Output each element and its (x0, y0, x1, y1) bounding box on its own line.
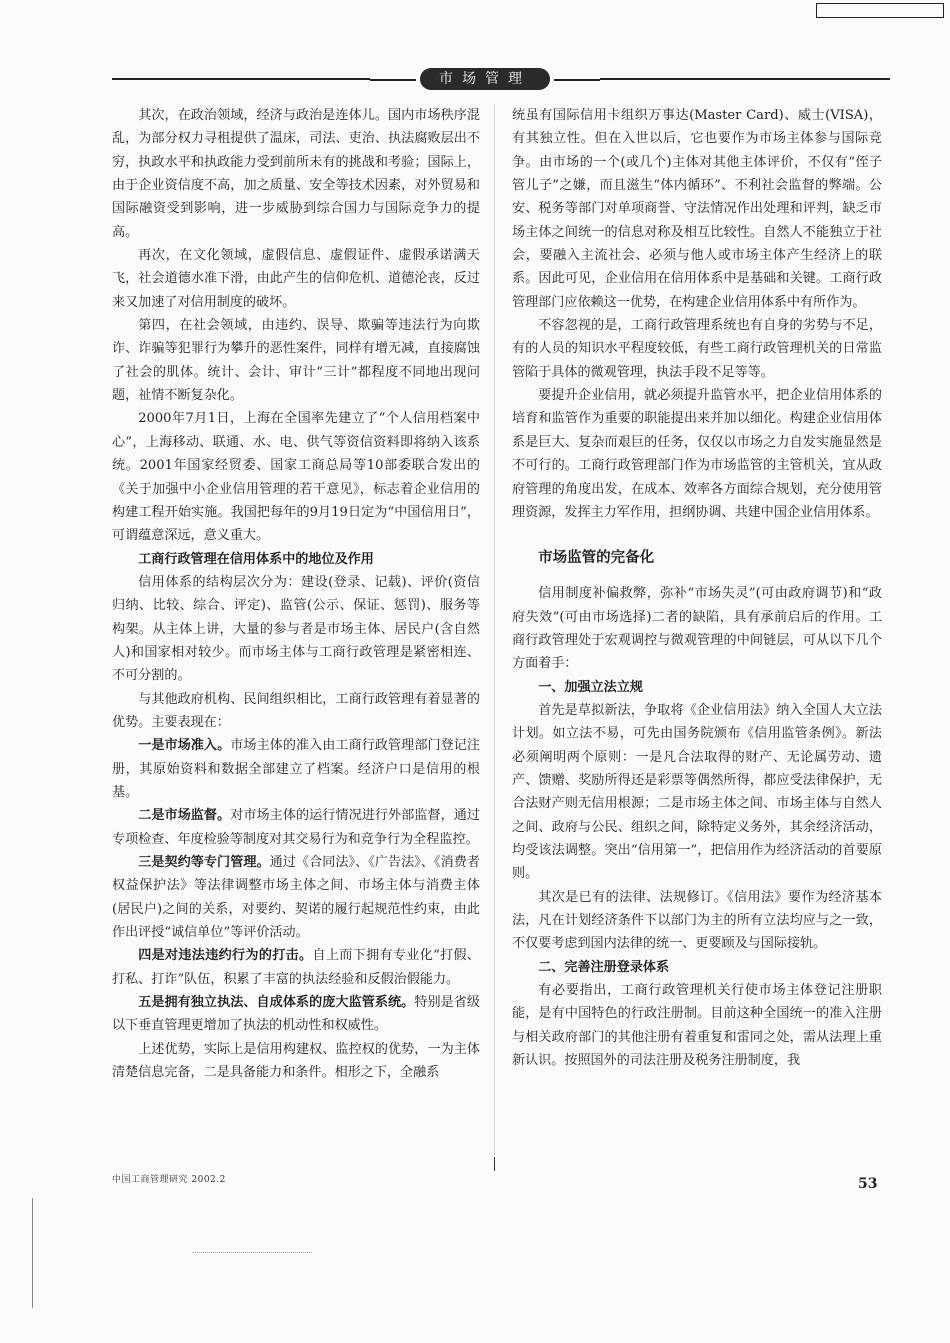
paragraph (112, 851, 480, 944)
left-column (112, 104, 480, 1084)
lead-phrase: 二是市场监督。 (138, 808, 231, 824)
paragraph: 2000年7月1日，上海在全国率先建立了“个人信用档案中心”，上海移动、联通、水、电、供气等资信资料即将纳入该系统。2001年国家经贸委、国家工商总局等10部委联合发出的《关于加强中小企业信用管理的若干意见》，标志着企业信用的构建工程开始实施。我国把每年的9月19日定为“中国信用日”，可谓蕴意深远，意义重大。 (112, 411, 480, 544)
paragraph: 上述优势，实际上是信用构建权、监控权的优势，一为主体清楚信息完备，二是具备能力和条件。相形之下，全融系 (112, 1041, 480, 1081)
journal-name: 中国工商管理研究 2002.2 (112, 1175, 226, 1185)
paragraph: 不容忽视的是，工商行政管理系统也有自身的劣势与不足，有的人员的知识水平程度较低，有些工商行政管理机关的日常监管陷于具体的微观管理，执法手段不足等等。 (512, 318, 882, 380)
ornament-right-line (554, 79, 600, 81)
paragraph: 统虽有国际信用卡组织万事达(Master Card)、威士(VISA)，有其独立性。但在入世以后，它也要作为市场主体参与国际竞争。由市场的一个(或几个)主体对其他主体评价，不仅有“侄子管儿子”之嫌，而且滋生“体内循环”、不利社会监督的弊端。公安、税务等部门对单项商誉、守法情况作出处理和评判，缺乏市场主体之间统一的信息对称及相互比较性。自然人不能独立于社会，要融入主流社会、必须与他人或市场主体产生经济上的联系。因此可见，企业信用在信用体系中是基础和关键。工商行政管理部门应依赖这一优势，在构建企业信用体系中有所作为。 (512, 108, 882, 310)
paragraph-text: 特别是省级以下垂直管理更增加了执法的机动性和权威性。 (112, 995, 481, 1034)
paragraph (112, 804, 480, 851)
section-header (112, 64, 890, 94)
paragraph: 首先是草拟新法，争取将《企业信用法》纳入全国人大立法计划。如立法不易，可先由国务院颁布《信用监管条例》。新法必须阐明两个原则：一是凡合法取得的财产、无论属劳动、遗产、馈赠、奖励所得还是彩票等偶然所得，都应受法律保护，无合法财产则无信用根源；二是市场主体之间、市场主体与自然人之间、政府与公民、组织之间，除特定义务外，其余经济活动，均受该法调整。突出“信用第一”，把信用作为经济活动的首要原则。 (512, 702, 882, 882)
lead-phrase: 三是契约等专门管理。 (138, 855, 270, 870)
paragraph: 与其他政府机构、民间组织相比，工商行政管理有着显著的优势。主要表现在： (112, 691, 480, 730)
column-divider (494, 104, 495, 1156)
subheading: 二、完善注册登录体系 (538, 959, 670, 975)
header-ornament (370, 68, 600, 92)
right-column (512, 104, 882, 1072)
paragraph-text: 市场主体的准入由工商行政管理部门登记注册，其原始资料和数据全部建立了档案。经济户口是信用的根基。 (112, 738, 481, 800)
paragraph: 其次，在政治领域，经济与政治是连体儿。国内市场秩序混乱，为部分权力寻租提供了温床，司法、吏治、执法腐败层出不穷，执政水平和执政能力受到前所未有的挑战和考验；国际上，由于企业资信度不高，加之质量、安全等技术因素，对外贸易和国际融资受到影响，进一步威胁到综合国力与国际竞争力的提高。 (112, 108, 480, 240)
subheading: 工商行政管理在信用体系中的地位及作用 (138, 551, 374, 567)
paragraph: 信用体系的结构层次分为：建设(登录、记载)、评价(资信归纳、比较、综合、评定)、监管(公示、保证、惩罚)、服务等构架。从主体上讲，大量的参与者是市场主体、居民户(含自然人)和国家相对较少。而市场主体与工商行政管理是紧密相连、不可分割的。 (112, 574, 480, 684)
paragraph-text: 通过《合同法》、《广告法》、《消费者权益保护法》等法律调整市场主体之间、市场主体与消费主体(居民户)之间的关系，对要约、契诺的履行起规范性约束，由此作出评授“诚信单位”等评价活动。 (112, 855, 480, 941)
lead-phrase: 四是对违法违约行为的打击。 (138, 948, 313, 964)
page-number: 53 (858, 1176, 878, 1192)
paragraph-text: 对市场主体的运行情况进行外部监督，通过专项检查、年度检验等制度对其交易行为和竞争行为全程监控。 (112, 808, 481, 847)
paragraph: 有必要指出，工商行政管理机关行使市场主体登记注册职能，是有中国特色的行政注册制。目前这种全国统一的准入注册与相关政府部门的其他注册有着重复和雷同之处，需从法理上重新认识。按照国外的司法注册及税务注册制度，我 (512, 983, 882, 1069)
paragraph: 要提升企业信用，就必须提升监管水平，把企业信用体系的培育和监管作为重要的职能提出来并加以细化。构建企业信用体系是巨大、复杂而艰巨的任务，仅仅以市场之力自发实施显然是不可行的。工商行政管理部门作为市场监管的主管机关，宜从政府管理的角度出发，在成本、效率各方面综合规划，充分使用管理资源，发挥主力军作用，担纲协调、共建中国企业信用体系。 (512, 388, 882, 520)
lead-phrase: 一是市场准入。 (138, 738, 231, 754)
paragraph (112, 734, 480, 804)
corner-box (816, 3, 944, 18)
scan-dots (192, 1252, 312, 1253)
section-heading: 市场监管的完备化 (538, 549, 655, 567)
paragraph (112, 944, 480, 991)
ornament-left-line (370, 79, 416, 81)
section-title: 市场管理 (420, 68, 550, 90)
scan-mark (32, 1198, 33, 1308)
subheading: 一、加强立法立规 (538, 679, 643, 695)
paragraph-text: 自上而下拥有专业化“打假、打私、打诈”队伍，积累了丰富的执法经验和反假治假能力。 (112, 948, 480, 987)
paragraph: 再次，在文化领域，虚假信息、虚假证件、虚假承诺满天飞，社会道德水准下滑，由此产生的信仰危机、道德沦丧，反过来又加速了对信用制度的破坏。 (112, 248, 480, 310)
paragraph (112, 991, 480, 1038)
lead-phrase: 五是拥有独立执法、自成体系的庞大监管系统。 (138, 995, 415, 1011)
paragraph: 信用制度补偏救弊，弥补“市场失灵”(可由政府调节)和“政府失效”(可由市场选择)二者的缺陷，具有承前启后的作用。工商行政管理处于宏观调控与微观管理的中间链层，可从以下几个方面着手： (512, 586, 882, 672)
paragraph: 第四，在社会领域，由违约、误导、欺骗等违法行为向欺诈、诈骗等犯罪行为攀升的恶性案件，同样有增无减，直接腐蚀了社会的肌体。统计、会计、审计“三计”都程度不同地出现问题，祉情不断复杂化。 (112, 318, 480, 404)
paragraph: 其次是已有的法律、法规修订。《信用法》要作为经济基本法，凡在计划经济条件下以部门为主的所有立法均应与之一致，不仅要考虑到国内法律的统一、更要顾及与国际接轨。 (512, 889, 882, 952)
margin-mark (494, 1157, 495, 1171)
